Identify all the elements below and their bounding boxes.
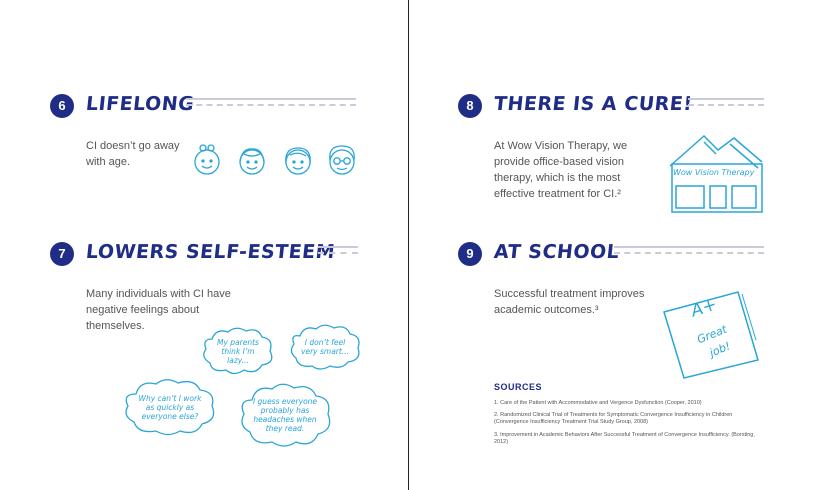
body-line: provide office-based vision bbox=[494, 156, 625, 168]
section-title-7: LOWERS SELF-ESTEEM bbox=[84, 241, 337, 263]
body-line: effective treatment for CI.² bbox=[494, 188, 621, 200]
thought-bubble-smart bbox=[286, 322, 364, 372]
grade-comment-line-1: Great bbox=[695, 322, 729, 347]
section-rule-7 bbox=[318, 246, 358, 254]
thought-bubble-headaches bbox=[236, 380, 334, 450]
section-rule-6 bbox=[186, 98, 356, 106]
source-item-2: 2. Randomized Clinical Trial of Treatments for Symptomatic Convergence Insufficiency in Children (Convergence Insufficiency Treatment Trial Study Group, 2008) bbox=[494, 412, 733, 425]
body-line: negative feelings about bbox=[86, 304, 200, 316]
section-body-9 bbox=[494, 286, 664, 318]
house-sign-text: Wow Vision Therapy bbox=[673, 168, 755, 177]
section-number-8: 8 bbox=[458, 94, 482, 118]
source-item-1: 1. Care of the Patient with Accommodative and Vergence Dysfunction (Cooper, 2010) bbox=[494, 400, 702, 406]
thought-bubble-quickly bbox=[120, 376, 220, 438]
section-rule-8 bbox=[688, 98, 764, 106]
grandma-face-icon bbox=[330, 146, 355, 174]
grade-comment-line-2: job! bbox=[707, 339, 733, 360]
section-number-7: 7 bbox=[50, 242, 74, 266]
woman-face-icon bbox=[286, 148, 311, 174]
section-body-6 bbox=[86, 138, 196, 170]
girl-face-icon bbox=[240, 149, 264, 174]
section-title-8: THERE IS A CURE! bbox=[492, 93, 694, 115]
baby-face-icon bbox=[195, 145, 219, 174]
section-number-9: 9 bbox=[458, 242, 482, 266]
body-line: Successful treatment improves bbox=[494, 288, 645, 300]
grade-mark: A+ bbox=[688, 294, 720, 322]
body-line: CI doesn’t go away bbox=[86, 140, 180, 152]
section-title-6: LIFELONG bbox=[84, 93, 196, 115]
section-rule-9 bbox=[614, 246, 764, 254]
body-line: therapy, which is the most bbox=[494, 172, 621, 184]
bubble-text: I guess everyone probably has headaches when they read. bbox=[252, 397, 318, 433]
sources-heading: SOURCES bbox=[494, 382, 543, 392]
page-divider bbox=[408, 0, 409, 490]
bubble-text: My parents think I’m lazy... bbox=[217, 337, 259, 365]
body-line: At Wow Vision Therapy, we bbox=[494, 140, 628, 152]
thought-bubble-parents bbox=[198, 325, 278, 377]
faces-illustration bbox=[190, 140, 362, 180]
section-number-6: 6 bbox=[50, 94, 74, 118]
source-item-3: 3. Improvement in Academic Behaviors After Successful Treatment of Convergence Insufficiency. (Borsting, 2012) bbox=[494, 432, 755, 445]
body-line: themselves. bbox=[86, 320, 145, 332]
section-title-9: AT SCHOOL bbox=[492, 241, 621, 263]
body-line: Many individuals with CI have bbox=[86, 288, 231, 300]
body-line: academic outcomes.³ bbox=[494, 304, 599, 316]
section-body-8 bbox=[494, 138, 654, 202]
bubble-text: I don’t feel very smart... bbox=[301, 338, 349, 356]
bubble-text: Why can’t I work as quickly as everyone else? bbox=[138, 393, 202, 421]
body-line: with age. bbox=[86, 156, 131, 168]
